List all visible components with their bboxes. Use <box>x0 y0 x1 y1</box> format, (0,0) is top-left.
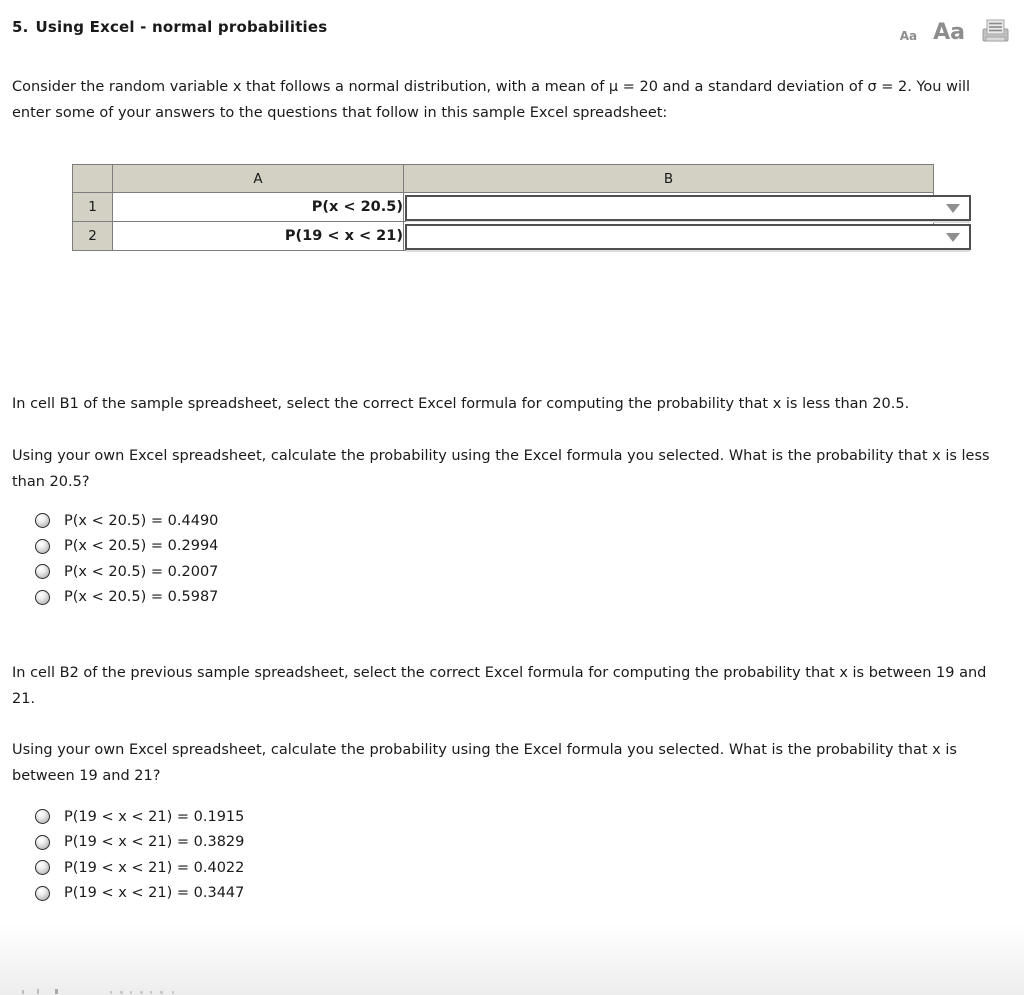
q1-option-2[interactable] <box>35 534 1024 560</box>
clipped-content-mark <box>37 989 39 994</box>
radio-button-icon[interactable] <box>35 513 50 528</box>
clipped-content-mark <box>140 991 143 994</box>
q1-option-1-label: P(x < 20.5) = 0.4490 <box>64 512 219 529</box>
radio-button-icon[interactable] <box>35 835 50 850</box>
clipped-content-mark <box>110 991 112 994</box>
increase-font-button[interactable]: Aa <box>933 20 965 45</box>
radio-button-icon[interactable] <box>35 539 50 554</box>
q2-calc-prompt: Using your own Excel spreadsheet, calculate the probability using the Excel formula you selected. What is the probability that x is between 19 and 21? <box>12 742 957 784</box>
question-title-text: Using Excel - normal probabilities <box>35 18 328 36</box>
q2-option-2-label: P(19 < x < 21) = 0.3829 <box>64 834 245 851</box>
sheet-column-a-header: A <box>113 165 404 193</box>
q2-option-2[interactable] <box>35 830 1024 856</box>
q1-options <box>35 508 1024 610</box>
radio-button-icon[interactable] <box>35 886 50 901</box>
clipped-content-mark <box>150 991 152 994</box>
radio-button-icon[interactable] <box>35 564 50 579</box>
printer-icon <box>981 18 1010 44</box>
q1-select-prompt: In cell B1 of the sample spreadsheet, select the correct Excel formula for computing the probability that x is less than 20.5. <box>12 396 910 412</box>
q2-select-prompt: In cell B2 of the previous sample spreadsheet, select the correct Excel formula for computing the probability that x is between 19 and 21. <box>12 665 987 707</box>
q2-option-3[interactable] <box>35 855 1024 881</box>
row-1-number: 1 <box>73 193 113 222</box>
clipped-content-mark <box>130 991 132 994</box>
decrease-font-button[interactable]: Aa <box>899 29 918 43</box>
sheet-row-1 <box>73 193 934 222</box>
clipped-content-mark <box>22 990 24 994</box>
sheet-header-row <box>73 165 934 193</box>
q1-option-4[interactable] <box>35 585 1024 611</box>
q2-option-1[interactable] <box>35 804 1024 830</box>
q2-option-4[interactable] <box>35 881 1024 907</box>
q2-option-4-label: P(19 < x < 21) = 0.3447 <box>64 885 245 902</box>
print-button[interactable] <box>981 18 1010 48</box>
row-2-number: 2 <box>73 222 113 251</box>
cell-b2 <box>404 222 934 251</box>
q1-calc-prompt: Using your own Excel spreadsheet, calculate the probability using the Excel formula you selected. What is the probability that x is less than 20.5? <box>12 448 990 490</box>
cell-b2-dropdown[interactable] <box>405 224 971 250</box>
intro-text: Consider the random variable x that follows a normal distribution, with a mean of μ = 20 and a standard deviation of σ = 2. You will enter some of your answers to the questions that follow in this sample Excel spreadsheet: <box>12 79 971 121</box>
q1-option-3[interactable] <box>35 559 1024 585</box>
dropdown-arrow-icon <box>946 204 960 213</box>
sheet-row-2 <box>73 222 934 251</box>
q1-option-1[interactable] <box>35 508 1024 534</box>
page-bottom-fade <box>0 923 1024 995</box>
cell-b1-dropdown[interactable] <box>405 195 971 221</box>
clipped-content-mark <box>160 991 163 994</box>
cell-b1 <box>404 193 934 222</box>
clipped-content-mark <box>55 989 58 994</box>
page-title <box>12 18 327 36</box>
question-number: 5. <box>12 18 29 36</box>
q1-option-3-label: P(x < 20.5) = 0.2007 <box>64 563 219 580</box>
q2-option-1-label: P(19 < x < 21) = 0.1915 <box>64 808 245 825</box>
clipped-content-mark <box>172 991 174 994</box>
q2-options <box>35 804 1024 906</box>
cell-a1-label: P(x < 20.5) <box>113 193 404 222</box>
radio-button-icon[interactable] <box>35 809 50 824</box>
dropdown-arrow-icon <box>946 233 960 242</box>
sheet-column-b-header: B <box>404 165 934 193</box>
q1-option-4-label: P(x < 20.5) = 0.5987 <box>64 589 219 606</box>
sheet-corner-cell <box>73 165 113 193</box>
question-header <box>0 0 1024 48</box>
radio-button-icon[interactable] <box>35 860 50 875</box>
sample-spreadsheet <box>72 164 1024 251</box>
q2-option-3-label: P(19 < x < 21) = 0.4022 <box>64 859 245 876</box>
cell-a2-label: P(19 < x < 21) <box>113 222 404 251</box>
clipped-content-mark <box>120 991 123 994</box>
display-controls <box>900 18 1010 48</box>
radio-button-icon[interactable] <box>35 590 50 605</box>
q1-option-2-label: P(x < 20.5) = 0.2994 <box>64 538 219 555</box>
